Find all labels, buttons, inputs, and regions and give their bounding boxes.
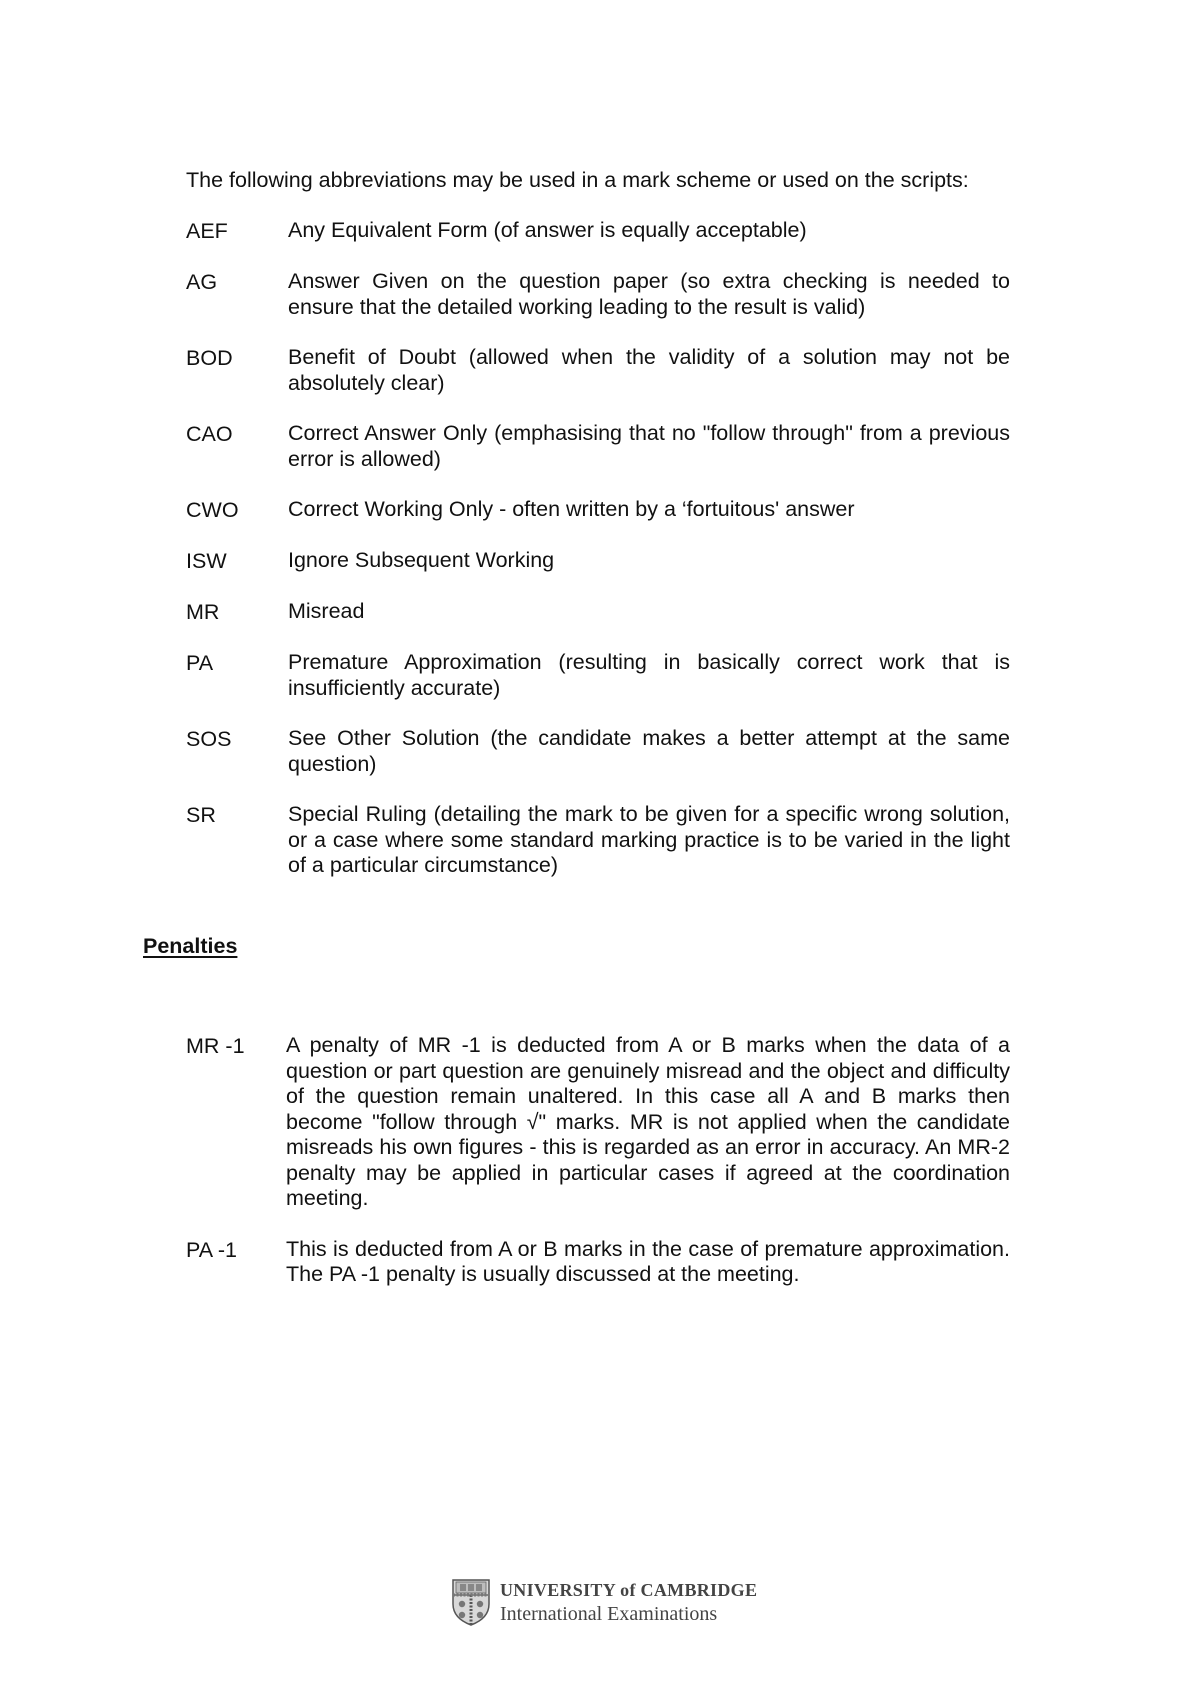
abbreviation-item <box>186 421 1010 472</box>
footer-university-name: UNIVERSITY of CAMBRIDGE <box>500 1580 758 1600</box>
penalty-item <box>186 1033 1010 1212</box>
abbreviation-list <box>186 218 1010 904</box>
abbreviation-item <box>186 497 1010 523</box>
penalty-item <box>186 1237 1010 1288</box>
abbreviation-item <box>186 269 1010 320</box>
abbreviation-item <box>186 802 1010 879</box>
abbreviation-description: Correct Answer Only (emphasising that no "follow through" from a previous error is allowed) <box>288 421 1010 471</box>
abbreviation-item <box>186 548 1010 574</box>
abbreviation-code: MR <box>186 600 220 624</box>
abbreviation-description: Benefit of Doubt (allowed when the validity of a solution may not be absolutely clear) <box>288 345 1010 395</box>
penalty-description: This is deducted from A or B marks in the case of premature approximation. The PA -1 penalty is usually discussed at the meeting. <box>286 1236 1010 1286</box>
abbreviation-description: Special Ruling (detailing the mark to be given for a specific wrong solution, or a case where some standard marking practice is to be varied in the light of a particular circumstance) <box>288 802 1010 877</box>
penalty-code: MR -1 <box>186 1034 245 1058</box>
footer-department-name: International Examinations <box>500 1603 718 1625</box>
penalty-list <box>186 1033 1010 1313</box>
abbreviation-item <box>186 650 1010 701</box>
abbreviation-description: See Other Solution (the candidate makes a better attempt at the same question) <box>288 726 1010 776</box>
abbreviation-code: SR <box>186 803 216 827</box>
abbreviation-code: CAO <box>186 422 233 446</box>
abbreviation-code: PA <box>186 651 214 675</box>
abbreviation-code: CWO <box>186 498 239 522</box>
abbreviation-description: Ignore Subsequent Working <box>288 548 555 572</box>
abbreviation-code: SOS <box>186 727 232 751</box>
abbreviation-code: AEF <box>186 219 228 243</box>
penalties-heading: Penalties <box>143 934 238 958</box>
footer-logo <box>451 1578 757 1626</box>
abbreviation-code: BOD <box>186 346 233 370</box>
abbreviation-description: Premature Approximation (resulting in basically correct work that is insufficiently accurate) <box>288 650 1010 700</box>
abbreviation-code: ISW <box>186 549 227 573</box>
abbreviation-item <box>186 345 1010 396</box>
university-crest-icon <box>451 1578 491 1626</box>
footer-text <box>500 1578 757 1626</box>
abbreviation-item <box>186 599 1010 625</box>
abbreviation-description: Any Equivalent Form (of answer is equally acceptable) <box>288 218 807 242</box>
abbreviation-description: Misread <box>288 599 365 623</box>
abbreviation-item <box>186 726 1010 777</box>
abbreviation-code: AG <box>186 270 218 294</box>
abbreviation-description: Correct Working Only - often written by a ‘fortuitous' answer <box>288 497 855 521</box>
abbreviation-description: Answer Given on the question paper (so extra checking is needed to ensure that the detailed working leading to the result is valid) <box>288 269 1010 319</box>
abbreviation-item <box>186 218 1010 244</box>
penalty-code: PA -1 <box>186 1237 237 1262</box>
intro-text: The following abbreviations may be used in a mark scheme or used on the scripts: <box>186 168 969 192</box>
penalty-description: A penalty of MR -1 is deducted from A or B marks when the data of a question or part question are genuinely misread and the object and difficulty of the question remain unaltered. In this case all A and B marks then become "follow through √" marks. MR is not applied when the candidate misreads his own figures - this is regarded as an error in accuracy. An MR-2 penalty may be applied in particular cases if agreed at the coordination meeting. <box>286 1033 1010 1210</box>
